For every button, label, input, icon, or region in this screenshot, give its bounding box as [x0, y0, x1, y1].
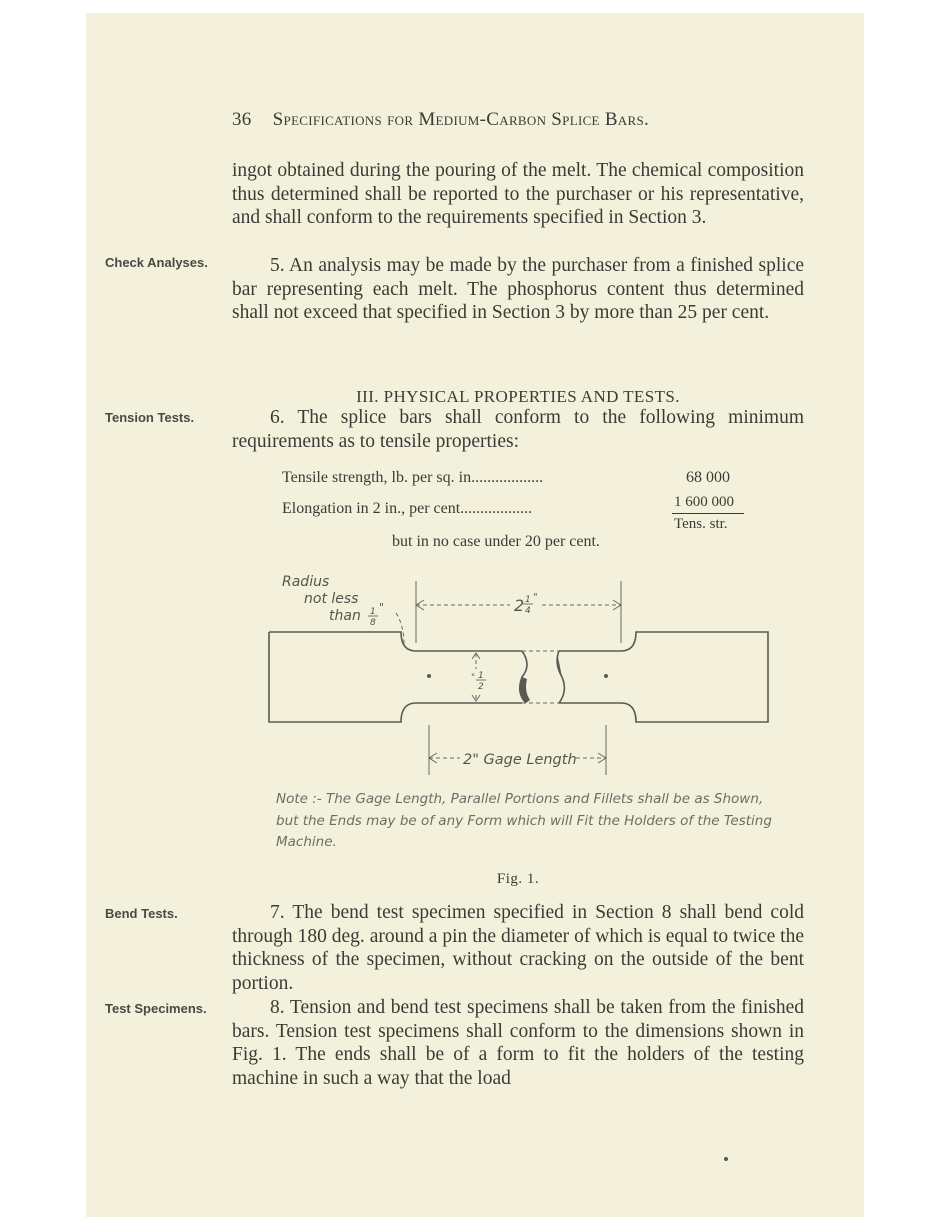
figure-note: Note :- The Gage Length, Parallel Portions and Fillets shall be as Shown, but the Ends may be of any Form which will Fit the Holders of the Testing Machine.	[276, 791, 772, 850]
elongation-label: Elongation in 2 in., per cent..................	[282, 500, 533, 517]
radius-label-1: Radius	[282, 574, 330, 590]
paragraph-8: 8. Tension and bend test specimens shall be taken from the finished bars. Tension test specimens shall conform to the dimensions shown in Fig. 1. The ends shall be of a form to fit the holders of the testing machine in such a way that the load	[232, 997, 804, 1089]
minimum-note: but in no case under 20 per cent.	[392, 533, 600, 550]
paragraph-intro: ingot obtained during the pouring of the melt. The chemical composition thus determined shall be reported to the purchaser or his representative, and shall conform to the requirements specified in Section 3.	[232, 160, 804, 228]
page-number: 36	[232, 109, 252, 130]
margin-note-tension-tests: Tension Tests.	[105, 410, 195, 425]
radius-value-num: 1	[370, 607, 376, 617]
gage-length-label: 2" Gage Length	[463, 752, 577, 768]
figure-caption: Fig. 1.	[496, 871, 540, 887]
width-label-backing	[466, 669, 488, 693]
margin-note-check-analyses: Check Analyses.	[105, 255, 208, 270]
tensile-strength-value: 68 000	[686, 469, 730, 486]
width-unit: "	[471, 673, 476, 683]
radius-label-2: not less	[304, 591, 359, 607]
width-den: 2	[478, 682, 484, 692]
specimen-outline-top-left	[269, 632, 522, 651]
elongation-numerator: 1 600 000	[674, 494, 734, 510]
radius-label-3: than	[329, 608, 361, 624]
parallel-num: 1	[525, 595, 531, 605]
paragraph-6: 6. The splice bars shall conform to the following minimum requirements as to tensile properties:	[232, 407, 804, 452]
specimen-outline-right	[559, 632, 768, 722]
header-title: Specifications for Medium-Carbon Splice Bars.	[272, 109, 650, 130]
page	[86, 13, 864, 1217]
gage-mark-right	[604, 674, 608, 678]
gage-mark-left	[427, 674, 431, 678]
parallel-unit: "	[533, 592, 538, 603]
margin-note-test-specimens: Test Specimens.	[105, 1001, 207, 1016]
margin-note-bend-tests: Bend Tests.	[105, 906, 178, 921]
section-title: III. PHYSICAL PROPERTIES AND TESTS.	[356, 387, 680, 406]
specimen-figure	[86, 553, 864, 793]
tensile-strength-label: Tensile strength, lb. per sq. in..................	[282, 469, 544, 486]
elongation-denominator: Tens. str.	[674, 516, 728, 532]
parallel-whole: 2	[514, 596, 525, 615]
paragraph-5: 5. An analysis may be made by the purchaser from a finished splice bar representing each melt. The phosphorus content thus determined shall not exceed that specified in Section 3 by more than 25 per cent.	[232, 255, 804, 323]
radius-value-den: 8	[370, 618, 376, 628]
running-header	[232, 109, 812, 131]
paragraph-7: 7. The bend test specimen specified in Section 8 shall bend cold through 180 deg. around a pin the diameter of which is equal to twice the thickness of the specimen, without cracking on the outside of the bent portion.	[232, 902, 804, 994]
parallel-den: 4	[525, 606, 531, 616]
width-num: 1	[478, 671, 484, 681]
speck-mark	[724, 1157, 728, 1161]
radius-leader	[396, 613, 404, 645]
radius-unit: "	[379, 601, 385, 614]
fraction-bar	[672, 513, 744, 514]
break-hatch-left	[520, 677, 530, 703]
